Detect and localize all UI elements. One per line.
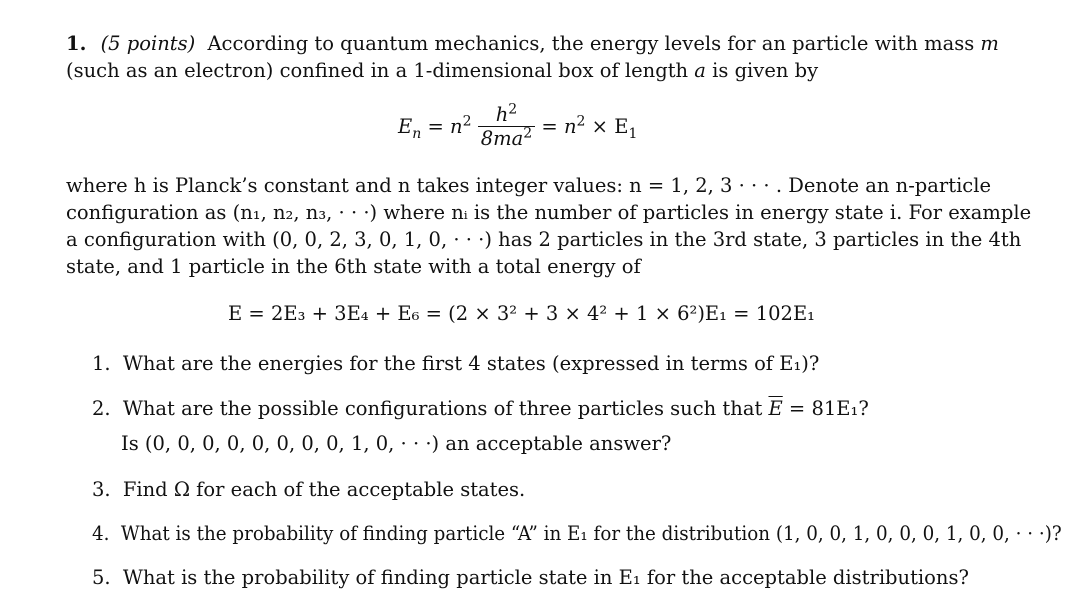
mean-energy-symbol: $\overline{E}$ — [768, 397, 783, 420]
question-number: 4. — [92, 522, 110, 545]
total-energy-equation: E = 2E₃ + 3E₄ + E₆ = (2 × 3² + 3 × 4² + 1 × 6²)E₁ = 102E₁ — [228, 302, 815, 325]
question-4 — [92, 520, 1062, 547]
paragraph-line-3: a configuration with (0, 0, 2, 3, 0, 1, 0, · · ·) has 2 particles in the 3rd state, 3 particles in the 4th — [66, 228, 1022, 251]
eq1-rhs: = n — [541, 115, 577, 138]
eq1-lhs-sub: n — [412, 125, 422, 142]
problem-intro-line-2 — [66, 57, 818, 84]
energy-level-equation — [398, 101, 638, 151]
question-number: 1. — [92, 352, 111, 375]
intro-text-2: (such as an electron) confined in a 1-dimensional box of length — [66, 59, 695, 82]
paragraph-line-4: state, and 1 particle in the 6th state with a total energy of — [66, 255, 641, 278]
length-symbol: a — [694, 59, 706, 82]
intro-text-1: According to quantum mechanics, the energy levels for an particle with mass — [207, 32, 981, 55]
problem-points: (5 points) — [100, 32, 196, 55]
question-number: 5. — [92, 566, 111, 589]
problem-intro-line-1 — [66, 30, 999, 57]
eq1-den: 8ma — [480, 127, 524, 150]
eq1-fraction — [478, 101, 535, 151]
eq1-num: h — [495, 103, 509, 126]
eq1-sq: 2 — [462, 113, 472, 130]
eq1-rhs-tail: × E — [585, 115, 629, 138]
paragraph-line-1: where h is Planck’s constant and n takes integer values: n = 1, 2, 3 · · · . Denote an n-particle — [66, 174, 992, 197]
question-text: What is the probability of finding particle “A” in E₁ for the distribution (1, 0, 0, 1, 0, 0, 0, 1, 0, 0, · · ·)? — [120, 522, 1062, 545]
eq1-n: = n — [421, 115, 463, 138]
eq1-lhs: E — [398, 115, 413, 138]
intro-text-3: is given by — [705, 59, 819, 82]
question-text: What is the probability of finding particle state in E₁ for the acceptable distributions? — [122, 566, 969, 589]
question-3 — [92, 476, 525, 503]
eq1-num-sq: 2 — [508, 101, 518, 118]
question-number: 2. — [92, 397, 111, 420]
problem-number: 1. — [66, 32, 87, 55]
question-text: Find Ω for each of the acceptable states. — [122, 478, 526, 501]
question-5 — [92, 564, 969, 591]
question-1 — [92, 350, 819, 377]
mass-symbol: m — [980, 32, 999, 55]
eq1-rhs-sq: 2 — [576, 113, 586, 130]
question-2 — [92, 395, 869, 422]
question-text: What are the possible configurations of three particles such that — [122, 397, 769, 420]
question-number: 3. — [92, 478, 111, 501]
eq1-den-sq: 2 — [523, 125, 533, 142]
question-text-tail: = 81E₁? — [782, 397, 869, 420]
paragraph-line-2: configuration as (n₁, n₂, n₃, · · ·) where nᵢ is the number of particles in energy state i. For example — [66, 201, 1032, 224]
question-2-followup: Is (0, 0, 0, 0, 0, 0, 0, 0, 1, 0, · · ·) an acceptable answer? — [121, 432, 672, 455]
eq1-rhs-sub: 1 — [628, 125, 638, 142]
question-text: What are the energies for the first 4 states (expressed in terms of E₁)? — [122, 352, 820, 375]
